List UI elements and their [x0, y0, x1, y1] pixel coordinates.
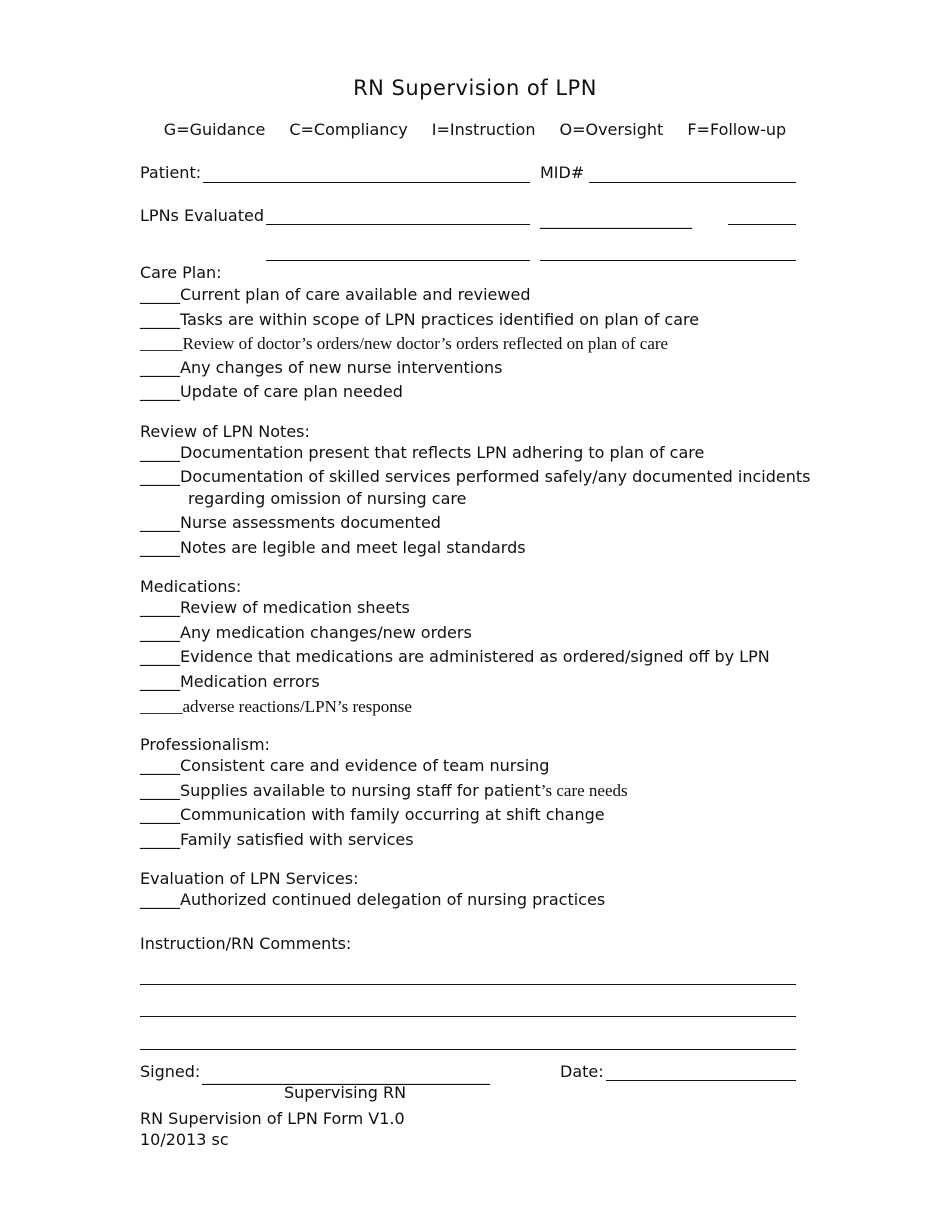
checklist-item[interactable]: _____adverse reactions/LPN’s response — [140, 697, 412, 716]
checklist-item[interactable]: _____Consistent care and evidence of team nursing — [140, 756, 550, 775]
comment-line-2[interactable] — [140, 1016, 796, 1017]
section-comments: Instruction/RN Comments: — [140, 934, 352, 953]
check-blank[interactable]: _____ — [140, 310, 180, 329]
checklist-item[interactable]: _____Nurse assessments documented — [140, 513, 441, 532]
checklist-item[interactable]: _____Review of doctor’s orders/new doctor’s orders reflected on plan of care — [140, 334, 669, 353]
checklist-item[interactable]: _____Tasks are within scope of LPN practices identified on plan of care — [140, 310, 700, 329]
legend-instruction: I=Instruction — [431, 120, 536, 139]
lpn-field-4[interactable] — [540, 260, 796, 261]
check-blank[interactable]: _____ — [140, 538, 180, 557]
lpn-field-1[interactable] — [266, 224, 530, 225]
patient-field[interactable] — [203, 182, 530, 183]
check-blank[interactable]: _____ — [140, 467, 180, 486]
checklist-item[interactable]: _____Documentation present that reflects LPN adhering to plan of care — [140, 443, 705, 462]
checklist-item[interactable]: _____Authorized continued delegation of nursing practices — [140, 890, 606, 909]
form-version: RN Supervision of LPN Form V1.0 — [140, 1109, 405, 1128]
lpn-field-2-underscores: ___________________ — [540, 210, 692, 229]
check-blank[interactable]: _____ — [140, 697, 183, 716]
supervising-rn-caption: Supervising RN — [284, 1083, 407, 1102]
signature-field[interactable]: ____________________________________ — [202, 1066, 490, 1085]
mid-label: MID# — [540, 163, 585, 182]
section-medications: Medications: — [140, 577, 242, 596]
check-blank[interactable]: _____ — [140, 805, 180, 824]
section-professionalism: Professionalism: — [140, 735, 270, 754]
check-blank[interactable]: _____ — [140, 623, 180, 642]
legend — [0, 120, 950, 139]
check-blank[interactable]: _____ — [140, 285, 180, 304]
checklist-item[interactable]: _____Communication with family occurring at shift change — [140, 805, 605, 824]
check-blank[interactable]: _____ — [140, 890, 180, 909]
checklist-item[interactable]: _____Documentation of skilled services performed safely/any documented incidents — [140, 467, 811, 486]
checklist-item[interactable]: _____Supplies available to nursing staff for patient’s care needs — [140, 781, 628, 800]
checklist-item-continuation: regarding omission of nursing care — [188, 489, 467, 508]
check-blank[interactable]: _____ — [140, 358, 180, 377]
lpns-evaluated-label: LPNs Evaluated — [140, 206, 264, 225]
legend-guidance: G=Guidance — [163, 120, 266, 139]
section-care-plan: Care Plan: — [140, 263, 222, 282]
check-blank[interactable]: _____ — [140, 443, 180, 462]
check-blank[interactable]: _____ — [140, 513, 180, 532]
checklist-item[interactable]: _____Evidence that medications are administered as ordered/signed off by LPN — [140, 647, 770, 666]
check-blank[interactable]: _____ — [140, 382, 180, 401]
section-lpn-notes: Review of LPN Notes: — [140, 422, 310, 441]
checklist-item[interactable]: _____Notes are legible and meet legal standards — [140, 538, 526, 557]
legend-oversight: O=Oversight — [559, 120, 664, 139]
mid-field[interactable] — [589, 182, 796, 183]
checklist-item[interactable]: _____Any changes of new nurse interventions — [140, 358, 503, 377]
checklist-item[interactable]: _____Update of care plan needed — [140, 382, 403, 401]
checklist-item[interactable]: _____Current plan of care available and reviewed — [140, 285, 531, 304]
comment-line-1[interactable] — [140, 984, 796, 985]
signed-label: Signed: — [140, 1062, 201, 1081]
check-blank[interactable]: _____ — [140, 334, 183, 353]
check-blank[interactable]: _____ — [140, 830, 180, 849]
comment-line-3[interactable] — [140, 1049, 796, 1050]
checklist-item[interactable]: _____Any medication changes/new orders — [140, 623, 472, 642]
patient-label: Patient: — [140, 163, 202, 182]
page-title: RN Supervision of LPN — [353, 76, 597, 100]
check-blank[interactable]: _____ — [140, 598, 180, 617]
date-label: Date: — [560, 1062, 604, 1081]
lpn-field-2[interactable] — [728, 224, 796, 225]
check-blank[interactable]: _____ — [140, 756, 180, 775]
check-blank[interactable]: _____ — [140, 647, 180, 666]
lpn-field-3[interactable] — [266, 260, 530, 261]
checklist-item[interactable]: _____Family satisfied with services — [140, 830, 414, 849]
check-blank[interactable]: _____ — [140, 672, 180, 691]
legend-compliancy: C=Compliancy — [289, 120, 408, 139]
section-evaluation: Evaluation of LPN Services: — [140, 869, 359, 888]
date-field[interactable] — [606, 1080, 796, 1081]
check-blank[interactable]: _____ — [140, 781, 180, 800]
legend-follow-up: F=Follow-up — [687, 120, 787, 139]
checklist-item[interactable]: _____Medication errors — [140, 672, 320, 691]
form-revision-date: 10/2013 sc — [140, 1130, 229, 1149]
checklist-item[interactable]: _____Review of medication sheets — [140, 598, 410, 617]
